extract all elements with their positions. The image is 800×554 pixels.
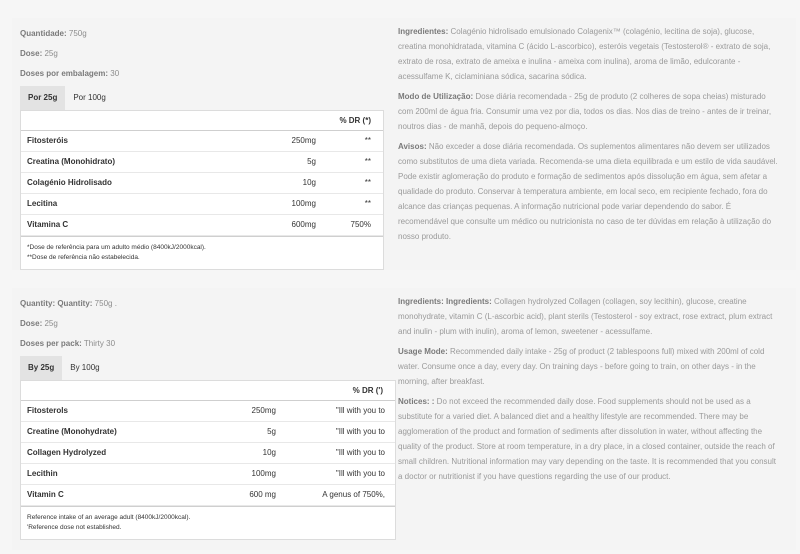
row-name: Creatina (Monohidrato): [27, 157, 115, 166]
warnings-label: Avisos:: [398, 142, 427, 151]
doses-line: [20, 334, 394, 354]
warnings-paragraph: [398, 139, 778, 244]
row-amount: 600 mg: [249, 490, 276, 499]
ingredients-label: Ingredientes:: [398, 27, 449, 36]
note-reference-intake: Reference intake of an average adult (8400kJ/2000kcal).: [27, 514, 191, 521]
ingredients-paragraph: [398, 24, 778, 84]
row-amount: 10g: [302, 178, 316, 187]
ingredients-paragraph: [398, 294, 778, 339]
tab-by-25g[interactable]: By 25g: [20, 356, 62, 380]
row-name: Collagen Hydrolyzed: [27, 448, 107, 457]
description-column: [398, 24, 778, 249]
row-name: Fitosteróis: [27, 136, 68, 145]
usage-text: Recommended daily intake - 25g of product (2 tablespoons full) mixed with 200ml of cold water. Consume once a day, every day. On training days - before going to train, on other days - in the morning, after breakfast.: [398, 347, 765, 386]
nutrition-table: [20, 110, 384, 270]
usage-paragraph: [398, 89, 778, 134]
row-amount: 250mg: [291, 136, 316, 145]
row-name: Colagénio Hidrolisado: [27, 178, 112, 187]
quantity-value: 750g: [66, 29, 87, 38]
table-row: [21, 464, 395, 485]
dose-label: Dose:: [20, 49, 43, 58]
row-name: Fitosterols: [27, 406, 68, 415]
table-row: [21, 173, 383, 194]
product-info-panel-en: [12, 288, 796, 550]
table-row: [21, 152, 383, 173]
doses-value: 30: [108, 69, 120, 78]
note-reference-intake: *Dose de referência para um adulto médio (8400kJ/2000kcal).: [27, 244, 206, 251]
quantity-line: [20, 294, 394, 314]
doses-label: Doses per pack:: [20, 339, 82, 348]
warnings-label: Notices: :: [398, 397, 435, 406]
table-row: [21, 485, 395, 506]
row-name: Vitamin C: [27, 490, 64, 499]
nutrition-column: [20, 24, 394, 270]
row-amount: 600mg: [291, 220, 316, 229]
quantity-label: Quantidade:: [20, 29, 67, 38]
row-amount: 100mg: [251, 469, 276, 478]
row-dr: **: [364, 199, 371, 208]
table-row: [21, 131, 383, 152]
row-name: Lecitina: [27, 199, 58, 208]
serving-tabs: [20, 356, 394, 380]
row-amount: 10g: [262, 448, 276, 457]
row-name: Lecithin: [27, 469, 58, 478]
quantity-value: 750g .: [92, 299, 117, 308]
usage-label: Modo de Utilização:: [398, 92, 474, 101]
ingredients-text: Colagénio hidrolisado emulsionado Colagenix™ (colagénio, lecitina de soja), glucose, creatina monohidratada, vitamina C (ácido L-ascorbico), esteróis vegetais (Testosterol® - extrato de soja, extrato de rosa, extrato de ameixa e inulina - ameixa com inulina), aroma de limão, edulcorante - acessulfame K, ciclaminiana sódica, sacarina sódica.: [398, 27, 771, 81]
row-name: Creatine (Monohydrate): [27, 427, 117, 436]
row-amount: 5g: [307, 157, 316, 166]
tab-per-25g[interactable]: Por 25g: [20, 86, 65, 110]
usage-text: Dose diária recomendada - 25g de produto (2 colheres de sopa cheias) misturado com 200ml de água fria. Consumir uma vez por dia, todos os dias. Nos dias de treino - antes de ir treinar, noutros dias - de manhã, depois do pequeno-almoço.: [398, 92, 772, 131]
warnings-text: Do not exceed the recommended daily dose. Food supplements should not be used as a substitute for a varied diet. A balanced diet and a healthy lifestyle are recommended. There may be agglomeration of the product and formation of sediments after dissolution in water, without affecting the quality of the product. Store at room temperature, in a dry place, in a closed container, outside the reach of small children. Nutritional information may vary depending on the taste. It is recommended that you consult a doctor or nutritionist if you have questions regarding the use of our product.: [398, 397, 776, 481]
ingredients-text: Collagen hydrolyzed Collagen (collagen, soy lecithin), glucose, creatine monohydrate, vitamin C (L-ascorbic acid), plant sterils (Testosterol - soy extract, rose extract, plum extract and inulin - plum with inulin), aroma of lemon, sweetener - acessulfame.: [398, 297, 773, 336]
product-info-panel-pt: [12, 18, 796, 270]
table-row: [21, 443, 395, 464]
row-amount: 250mg: [251, 406, 276, 415]
warnings-text: Não exceder a dose diária recomendada. Os suplementos alimentares não devem ser utilizados como substitutos de uma dieta variada. Recomenda-se uma dieta equilibrada e um estilo de vida saudável. Pode existir aglomeração do produto e formação de sedimentos após dissolução em água, sem afetar a qualidade do produto. Conservar à temperatura ambiente, em local seco, em recipiente fechado, fora do alcance das crianças pequenas. A informação nutricional pode variar dependendo do sabor. É recomendável que consulte um médico ou nutricionista no caso de ter dúvidas em relação à utilização do nosso produto.: [398, 142, 778, 241]
table-row: [21, 194, 383, 215]
row-dr: "Ill with you to: [335, 469, 385, 478]
doses-line: [20, 64, 394, 84]
row-amount: 100mg: [291, 199, 316, 208]
dose-value: 25g: [42, 319, 58, 328]
quantity-label: Quantity: Quantity:: [20, 299, 93, 308]
note-not-established: 'Reference dose not established.: [27, 524, 122, 531]
row-name: Vitamina C: [27, 220, 69, 229]
warnings-paragraph: [398, 394, 778, 484]
usage-label: Usage Mode:: [398, 347, 448, 356]
dose-value: 25g: [42, 49, 58, 58]
nutrition-column: [20, 294, 394, 540]
table-row: [21, 401, 395, 422]
table-notes: [21, 506, 395, 539]
dr-header: % DR ('): [21, 381, 395, 401]
description-column: [398, 294, 778, 489]
row-dr: **: [364, 178, 371, 187]
doses-label: Doses por embalagem:: [20, 69, 109, 78]
serving-tabs: [20, 86, 394, 110]
dose-line: [20, 44, 394, 64]
quantity-line: [20, 24, 394, 44]
usage-paragraph: [398, 344, 778, 389]
tab-per-100g[interactable]: Por 100g: [73, 93, 106, 102]
row-dr: **: [364, 136, 371, 145]
row-dr: A genus of 750%,: [322, 490, 385, 499]
dr-header: % DR (*): [21, 111, 383, 131]
nutrition-table: [20, 380, 396, 540]
ingredients-label: Ingredients: Ingredients:: [398, 297, 492, 306]
doses-value: Thirty 30: [81, 339, 116, 348]
table-notes: [21, 236, 383, 269]
dose-line: [20, 314, 394, 334]
table-row: [21, 215, 383, 236]
row-dr: "Ill with you to: [335, 406, 385, 415]
table-row: [21, 422, 395, 443]
row-dr: "Ill with you to: [335, 427, 385, 436]
row-dr: 750%: [350, 220, 371, 229]
row-dr: "Ill with you to: [335, 448, 385, 457]
note-not-established: **Dose de referência não estabelecida.: [27, 254, 140, 261]
tab-by-100g[interactable]: By 100g: [70, 363, 100, 372]
dose-label: Dose:: [20, 319, 43, 328]
row-dr: **: [364, 157, 371, 166]
row-amount: 5g: [267, 427, 276, 436]
